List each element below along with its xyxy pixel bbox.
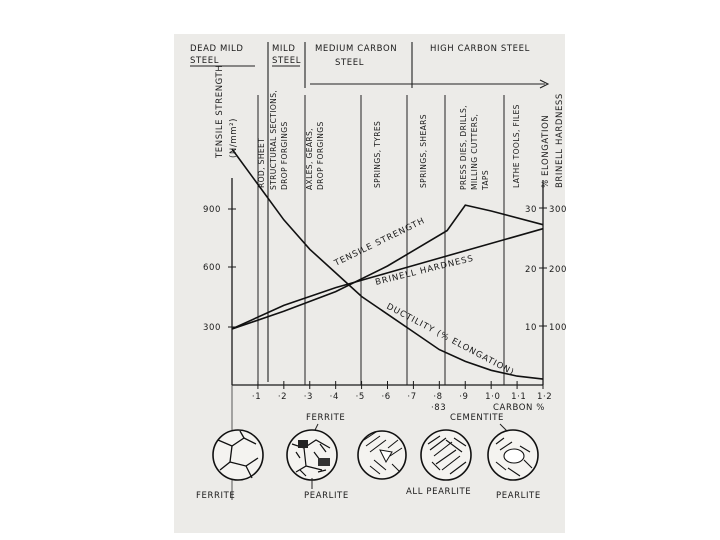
x-tick-label-2: ·2 xyxy=(277,392,288,402)
use-springs-tyres: SPRINGS, TYRES xyxy=(373,120,382,188)
right-tick-brinell-200: 200 xyxy=(549,265,568,275)
left-axis-title: TENSILE STRENGTH xyxy=(215,64,225,158)
micrograph-ferrite xyxy=(213,430,263,480)
use-rod-sheet: ROD, SHEET xyxy=(257,137,266,188)
x-tick-label-4: ·4 xyxy=(329,392,339,402)
micrograph-circles xyxy=(213,430,538,480)
x-tick-label-3: ·3 xyxy=(303,392,314,402)
left-tick-600: 600 xyxy=(203,263,222,273)
use-lathe-tools: LATHE TOOLS, FILES xyxy=(512,104,521,188)
x-tick-label-11: 1·1 xyxy=(511,392,527,402)
right-tick-elong-30: 30 xyxy=(525,205,538,215)
group-medium-line2: STEEL xyxy=(335,58,365,68)
use-press-dies-line1: PRESS DIES, DRILLS, xyxy=(459,105,468,190)
micro-label-pearlite: PEARLITE xyxy=(304,491,349,501)
x-tick-label-9: ·9 xyxy=(459,392,469,402)
x-tick-label-8: ·8 xyxy=(433,392,443,402)
micro-label-all-pearlite: ALL PEARLITE xyxy=(406,487,472,497)
x-tick-labels xyxy=(252,392,552,402)
micro-cementite-label: CEMENTITE xyxy=(450,413,505,423)
x-eutectoid-label: ·83 xyxy=(431,403,447,413)
x-tick-label-7: ·7 xyxy=(407,392,417,402)
x-tick-label-12: 1·2 xyxy=(537,392,553,402)
group-dead-mild-line1: DEAD MILD xyxy=(190,44,244,54)
micro-label-ferrite: FERRITE xyxy=(196,491,236,501)
x-axis-title: CARBON % xyxy=(493,403,545,413)
group-medium-line1: MEDIUM CARBON xyxy=(315,44,398,54)
group-mild-line1: MILD xyxy=(272,44,296,54)
group-high-line1: HIGH CARBON STEEL xyxy=(430,44,530,54)
left-axis-units: (N/mm²) xyxy=(229,117,239,158)
left-tick-900: 900 xyxy=(203,205,222,215)
use-structural-line1: STRUCTURAL SECTIONS, xyxy=(269,89,278,190)
ductility-curve-label: DUCTILITY (% ELONGATION) xyxy=(384,301,516,379)
x-tick-label-1: ·1 xyxy=(251,392,262,402)
use-press-dies-line3: TAPS xyxy=(481,169,490,190)
x-tick-label-6: ·6 xyxy=(381,392,391,402)
pearlite-patch-2 xyxy=(318,458,330,466)
micrograph-all-pearlite xyxy=(421,430,471,480)
use-axles xyxy=(305,121,325,190)
group-dead-mild-line2: STEEL xyxy=(190,56,220,66)
use-springs-shears: SPRINGS, SHEARS xyxy=(419,114,428,188)
x-tick-label-5: ·5 xyxy=(355,392,365,402)
right-tick-elong-20: 20 xyxy=(525,265,538,275)
x-tick-label-10: 1·0 xyxy=(485,392,501,402)
use-axles-line1: AXLES, GEARS, xyxy=(305,128,314,190)
use-press-dies-line2: MILLING CUTTERS, xyxy=(470,113,479,190)
property-curves xyxy=(232,149,543,379)
micro-ferrite-top-label: FERRITE xyxy=(306,413,346,423)
tensile-curve-label: TENSILE STRENGTH xyxy=(332,215,427,269)
right-tick-brinell-300: 300 xyxy=(549,205,568,215)
use-structural xyxy=(269,90,289,190)
group-mild-line2: STEEL xyxy=(272,56,302,66)
micrograph-ferrite-pearlite xyxy=(287,430,337,480)
right-axis-title-brinell: BRINELL HARDNESS xyxy=(555,93,565,188)
use-axles-line2: DROP FORGINGS xyxy=(316,121,325,190)
left-tick-300: 300 xyxy=(203,323,222,333)
right-tick-brinell-100: 100 xyxy=(549,323,568,333)
right-axis-title-elongation: % ELONGATION xyxy=(541,114,551,188)
ductility-curve xyxy=(232,149,543,379)
brinell-curve-label: BRINELL HARDNESS xyxy=(374,253,476,288)
pearlite-patch-1 xyxy=(298,440,308,448)
micro-label-pearlite-2: PEARLITE xyxy=(496,491,541,501)
use-structural-line2: DROP FORGINGS xyxy=(280,121,289,190)
use-press-dies xyxy=(459,105,490,191)
right-tick-elong-10: 10 xyxy=(525,323,538,333)
